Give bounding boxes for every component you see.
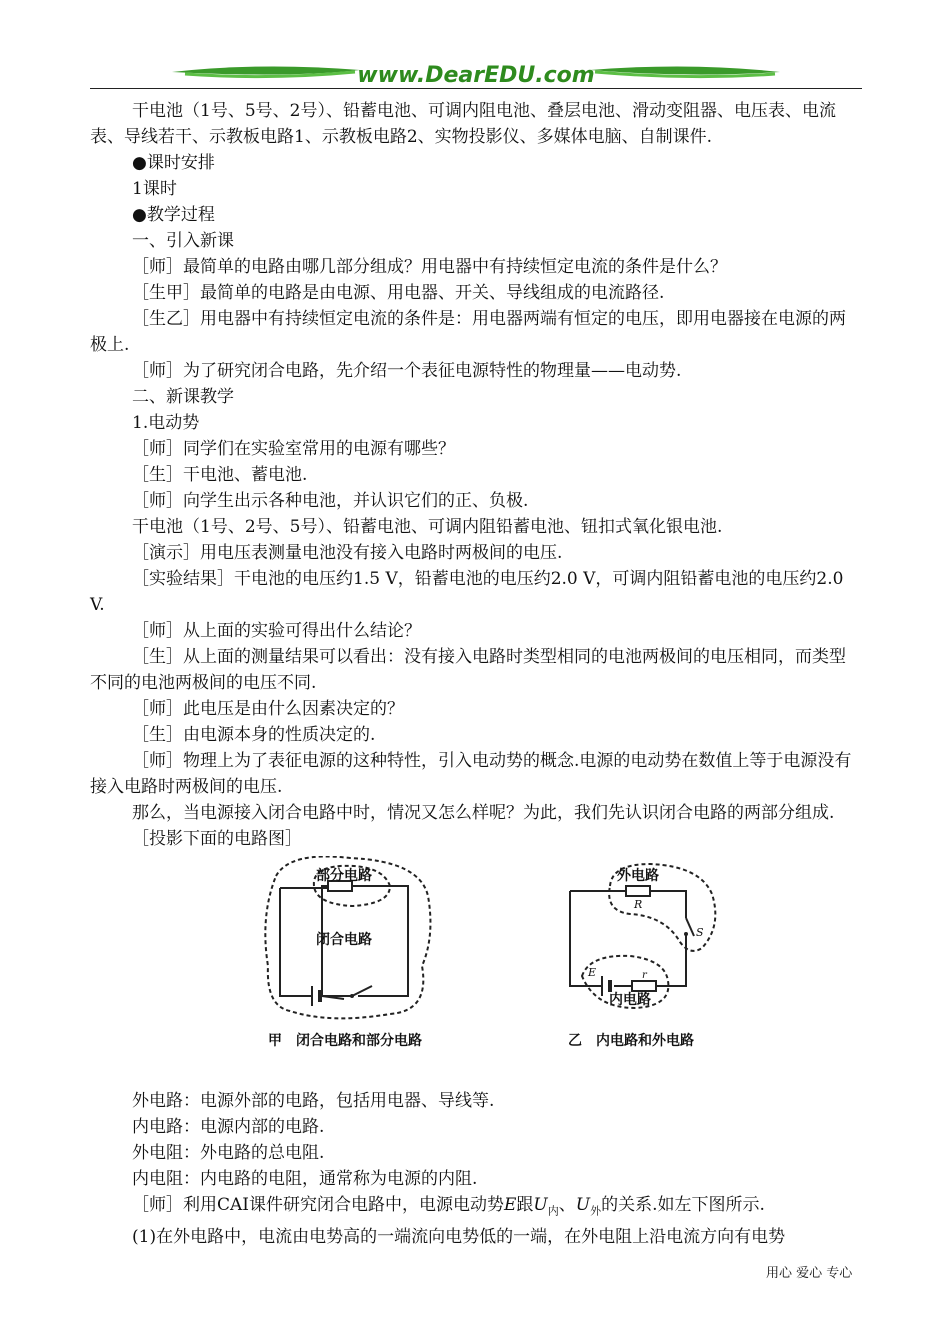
paragraph: ［师］从上面的实验可得出什么结论？	[132, 621, 421, 641]
closed-circuit-label: 闭合电路	[316, 932, 372, 948]
paragraph: ［生］从上面的测量结果可以看出：没有接入电路时类型相同的电池两极间的电压相同，而类型不同的电池两极间的电压不同.	[90, 647, 846, 693]
cai-separator: 、	[558, 1195, 576, 1215]
last-paragraph: (1)在外电路中，电流由电势高的一端流向电势低的一端，在外电阻上沿电流方向有电势	[132, 1227, 786, 1248]
outer-circuit-label: 外电路	[617, 868, 659, 884]
paragraph: 干电池（1号、2号、5号）、铅蓄电池、可调内阻铅蓄电池、钮扣式氧化银电池.	[132, 517, 723, 537]
paragraph: 二、新课教学	[132, 387, 234, 407]
internal-r-label: r	[642, 970, 647, 981]
header-rule	[90, 88, 862, 89]
cai-paragraph	[90, 1192, 862, 1224]
site-name: www.DearEDU.com	[357, 63, 595, 88]
u-inner-symbol: U	[533, 1195, 548, 1215]
paragraph: 内电阻：内电路的电阻，通常称为电源的内阻.	[132, 1169, 478, 1189]
circuit-figure	[90, 856, 862, 1086]
paragraph: 一、引入新课	[132, 231, 234, 251]
paragraph: 1.电动势	[132, 413, 200, 433]
emf-symbol: E	[504, 1195, 517, 1215]
partial-circuit-label: 部分电路	[316, 868, 372, 884]
resistor-R-label: R	[634, 898, 643, 911]
header-banner-graphic	[90, 58, 862, 88]
paragraph: ［生］由电源本身的性质决定的.	[132, 725, 376, 745]
paragraph: ［师］向学生出示各种电池，并认识它们的正、负极.	[132, 491, 529, 511]
figure-caption-left: 甲 闭合电路和部分电路	[268, 1033, 422, 1049]
paragraph: ［师］物理上为了表征电源的这种特性，引入电动势的概念.电源的电动势在数值上等于电源没有接入电路时两极间的电压.	[90, 751, 852, 797]
site-header-banner	[90, 58, 862, 88]
emf-E-label: E	[588, 966, 597, 979]
inner-outer-circuit-diagram	[570, 864, 715, 1008]
paragraph-group-1	[90, 98, 862, 852]
paragraph: ●教学过程	[132, 205, 215, 225]
paragraph: ［师］为了研究闭合电路，先介绍一个表征电源特性的物理量——电动势.	[132, 361, 682, 381]
left-switch	[320, 986, 408, 996]
switch-S-label: S	[696, 926, 704, 939]
external-resistor	[626, 886, 650, 896]
paragraph-group-2	[90, 1088, 862, 1192]
paragraph: ［演示］用电压表测量电池没有接入电路时两极间的电压.	[132, 543, 563, 563]
paragraph: 内电路：电源内部的电路.	[132, 1117, 325, 1137]
paragraph: ［生乙］用电器中有持续恒定电流的条件是：用电器两端有恒定的电压，即用电器接在电源的两极上.	[90, 309, 846, 355]
closed-circuit-diagram	[265, 856, 430, 1018]
document-body	[90, 98, 862, 1250]
left-circuit-left-wire	[280, 888, 312, 996]
paragraph: 1课时	[132, 179, 177, 199]
figure-caption-right: 乙 内电路和外电路	[568, 1033, 694, 1049]
paragraph: 外电路：电源外部的电路，包括用电器、导线等.	[132, 1091, 495, 1111]
u-inner-subscript: 内	[547, 1204, 559, 1218]
u-outer-subscript: 外	[590, 1204, 602, 1218]
circuit-diagrams	[90, 856, 862, 1086]
paragraph: ［实验结果］干电池的电压约1.5 V，铅蓄电池的电压约2.0 V，可调内阻铅蓄电池的电压约2.0 V.	[90, 569, 844, 615]
internal-resistor	[632, 981, 656, 991]
paragraph: ［投影下面的电路图］	[132, 829, 302, 849]
paragraph: ［师］最简单的电路由哪几部分组成？用电器中有持续恒定电流的条件是什么？	[132, 257, 727, 277]
paragraph: 那么，当电源接入闭合电路中时，情况又怎么样呢？为此，我们先认识闭合电路的两部分组成.	[132, 803, 835, 823]
cai-text-mid: 跟	[516, 1195, 534, 1215]
page-footer: 用心 爱心 专心	[766, 1266, 853, 1281]
paragraph: ［师］同学们在实验室常用的电源有哪些？	[132, 439, 455, 459]
cai-text-pre: ［师］利用CAI课件研究闭合电路中，电源电动势	[132, 1195, 504, 1215]
cai-text-post: 的关系.如左下图所示.	[601, 1195, 765, 1215]
inner-circuit-label: 内电路	[609, 992, 651, 1008]
u-outer-symbol: U	[575, 1195, 591, 1215]
paragraph: ［生甲］最简单的电路是由电源、用电器、开关、导线组成的电流路径.	[132, 283, 665, 303]
paragraph: 外电阻：外电路的总电阻.	[132, 1143, 325, 1163]
paragraph: ［师］此电压是由什么因素决定的？	[132, 699, 404, 719]
paragraph: ［生］干电池、蓄电池.	[132, 465, 308, 485]
paragraph: 干电池（1号、5号、2号）、铅蓄电池、可调内阻电池、叠层电池、滑动变阻器、电压表、电流表、导线若干、示教板电路1、示教板电路2、实物投影仪、多媒体电脑、自制课件.	[90, 101, 836, 147]
paragraph: ●课时安排	[132, 153, 215, 173]
